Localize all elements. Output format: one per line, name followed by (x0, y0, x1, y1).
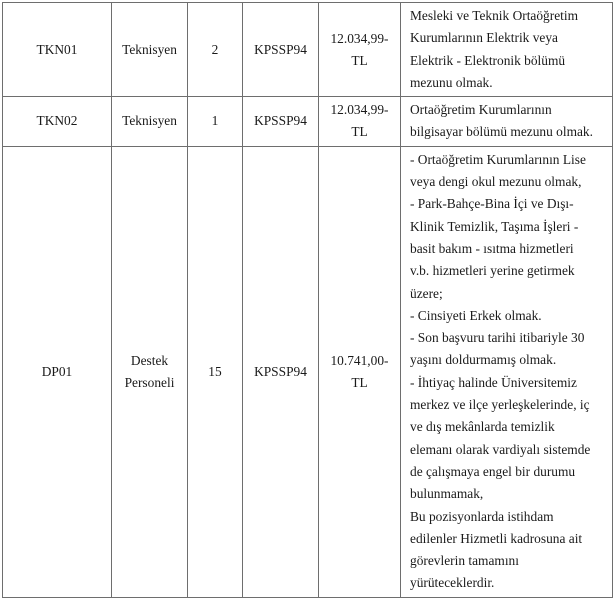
positions-table (2, 2, 613, 598)
requirements-cell (401, 97, 613, 147)
requirement-line: - Ortaöğretim Kurumlarının Lise (410, 151, 586, 167)
salary-currency: TL (351, 52, 368, 68)
requirement-line: ve dış mekânlarda temizlik (410, 419, 555, 435)
requirement-line: - Son başvuru tarihi itibariyle 30 (410, 330, 585, 346)
requirement-line: bilgisayar bölümü mezunu olmak. (410, 124, 593, 140)
requirement-line: edilenler Hizmetli kadrosuna ait (410, 530, 583, 546)
position-title: Teknisyen (112, 97, 188, 147)
requirement-line: elemanı olarak vardiyalı sistemde (410, 441, 591, 457)
position-title: Teknisyen (112, 3, 188, 97)
position-title (112, 146, 188, 597)
requirements-cell (401, 3, 613, 97)
requirement-line: bulunmamak, (410, 486, 484, 502)
salary-cell (319, 97, 401, 147)
salary-currency: TL (351, 124, 368, 140)
requirement-line: Bu pozisyonlarda istihdam (410, 508, 554, 524)
requirement-line: yürüteceklerdir. (410, 575, 495, 591)
table-row (3, 3, 613, 97)
requirement-line: merkez ve ilçe yerleşkelerinde, iç (410, 397, 590, 413)
table-row (3, 146, 613, 597)
salary-cell (319, 146, 401, 597)
requirement-line: - Cinsiyeti Erkek olmak. (410, 307, 542, 323)
position-title-line: Destek (130, 352, 169, 368)
requirement-line: yaşını doldurmamış olmak. (410, 352, 557, 368)
position-title-line: Personeli (124, 374, 175, 390)
position-code: TKN01 (3, 3, 112, 97)
requirement-line: Klinik Temizlik, Taşıma İşleri - (410, 218, 579, 234)
score-type: KPSSP94 (243, 3, 319, 97)
salary-amount: 12.034,99- (330, 30, 389, 46)
requirement-line: üzere; (410, 285, 443, 301)
salary-amount: 12.034,99- (330, 102, 389, 118)
requirement-line: veya dengi okul mezunu olmak, (410, 174, 582, 190)
requirements-cell (401, 146, 613, 597)
requirement-line: mezunu olmak. (410, 74, 493, 90)
requirement-line: de çalışmaya engel bir durumu (410, 463, 576, 479)
position-count: 2 (188, 3, 243, 97)
score-type: KPSSP94 (243, 97, 319, 147)
position-count: 15 (188, 146, 243, 597)
requirement-line: v.b. hizmetleri yerine getirmek (410, 263, 575, 279)
position-code: DP01 (3, 146, 112, 597)
salary-cell (319, 3, 401, 97)
requirement-line: basit bakım - ısıtma hizmetleri (410, 240, 574, 256)
salary-currency: TL (351, 374, 368, 390)
requirement-line: Elektrik - Elektronik bölümü (410, 52, 566, 68)
position-code: TKN02 (3, 97, 112, 147)
requirement-line: - İhtiyaç halinde Üniversitemiz (410, 374, 577, 390)
requirement-line: Mesleki ve Teknik Ortaöğretim (410, 8, 579, 23)
salary-amount: 10.741,00- (330, 352, 389, 368)
requirement-line: Ortaöğretim Kurumlarının (410, 102, 552, 118)
table-row (3, 97, 613, 147)
requirement-line: Kurumlarının Elektrik veya (410, 30, 558, 46)
position-count: 1 (188, 97, 243, 147)
score-type: KPSSP94 (243, 146, 319, 597)
requirement-line: - Park-Bahçe-Bina İçi ve Dışı- (410, 196, 574, 212)
requirement-line: görevlerin tamamını (410, 553, 519, 569)
